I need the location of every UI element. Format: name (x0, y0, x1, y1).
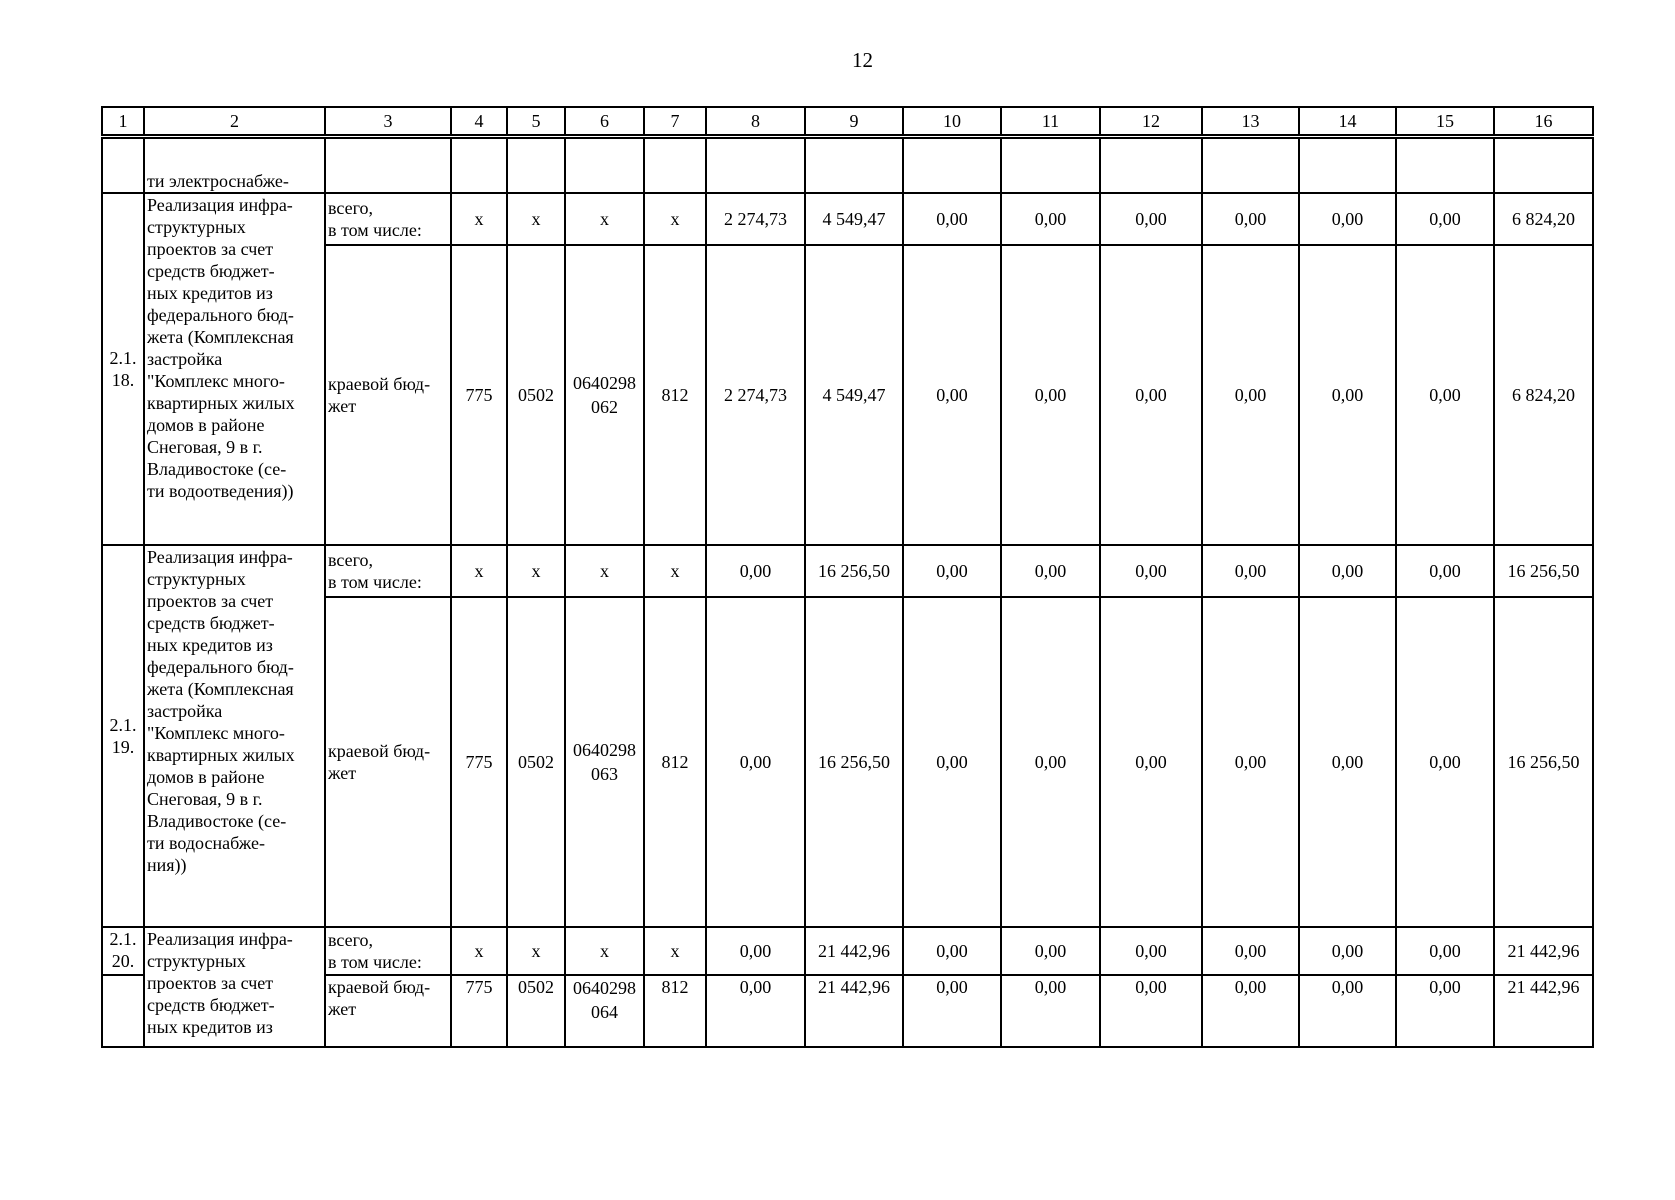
value-cell: 0,00 (1396, 975, 1494, 1047)
page-number: 12 (852, 48, 873, 72)
row-number-cell: 2.1. 20. (102, 927, 144, 975)
value-cell: 0,00 (1202, 975, 1299, 1047)
column-header: 15 (1396, 107, 1494, 135)
value-cell: 0640298 063 (565, 597, 644, 927)
column-header: 14 (1299, 107, 1396, 135)
value-cell: x (644, 927, 706, 975)
value-cell: 0,00 (1396, 597, 1494, 927)
value-cell: 21 442,96 (805, 927, 903, 975)
table-row-total (102, 193, 1593, 245)
row-number-cell (102, 975, 144, 1047)
table-row-regional (102, 975, 1593, 1047)
value-cell: 6 824,20 (1494, 245, 1593, 545)
value-cell: 0,00 (1396, 545, 1494, 597)
activity-name-cell: Реализация инфра- структурных проектов за счет средств бюджет- ных кредитов из федерального бюд- жета (Комплексная застройка "Комплекс много- квартирных жилых домов в районе Снеговая, 9 в г. Владивостоке (се- ти водоснабже- ния)) (144, 545, 325, 927)
value-cell: 0,00 (1001, 193, 1100, 245)
value-cell: 0,00 (1100, 975, 1202, 1047)
value-cell: 0,00 (1299, 245, 1396, 545)
value-cell: 16 256,50 (805, 597, 903, 927)
value-cell: 4 549,47 (805, 193, 903, 245)
value-cell: 775 (451, 597, 507, 927)
value-cell: 0,00 (1202, 193, 1299, 245)
value-cell: 0,00 (1202, 927, 1299, 975)
value-cell: 0,00 (706, 975, 805, 1047)
value-cell: 2 274,73 (706, 245, 805, 545)
value-cell: x (565, 927, 644, 975)
empty-cell (1202, 138, 1299, 193)
value-cell: 775 (451, 975, 507, 1047)
value-cell: 21 442,96 (1494, 927, 1593, 975)
value-cell: 0502 (507, 245, 565, 545)
value-cell: 0,00 (1100, 545, 1202, 597)
funding-source-cell: краевой бюд- жет (325, 245, 451, 545)
value-cell: 16 256,50 (805, 545, 903, 597)
column-header: 1 (102, 107, 144, 135)
column-header: 2 (144, 107, 325, 135)
funding-source-cell: краевой бюд- жет (325, 975, 451, 1047)
column-header-row (102, 107, 1593, 135)
funding-source-cell: всего, в том числе: (325, 545, 451, 597)
value-cell: 0,00 (903, 975, 1001, 1047)
value-cell: 775 (451, 245, 507, 545)
continuation-row (102, 138, 1593, 193)
value-cell: x (565, 545, 644, 597)
value-cell: 0,00 (1001, 975, 1100, 1047)
value-cell: x (451, 545, 507, 597)
value-cell: 16 256,50 (1494, 545, 1593, 597)
table-row-regional (102, 245, 1593, 545)
value-cell: x (507, 927, 565, 975)
value-cell: x (451, 927, 507, 975)
table-row-total (102, 927, 1593, 975)
value-cell: 0,00 (706, 927, 805, 975)
column-header: 13 (1202, 107, 1299, 135)
empty-cell (1299, 138, 1396, 193)
value-cell: 0,00 (1202, 545, 1299, 597)
column-header: 7 (644, 107, 706, 135)
empty-cell (565, 138, 644, 193)
value-cell: x (644, 193, 706, 245)
value-cell: x (644, 545, 706, 597)
value-cell: 21 442,96 (805, 975, 903, 1047)
empty-cell (1396, 138, 1494, 193)
column-header: 11 (1001, 107, 1100, 135)
empty-cell (1100, 138, 1202, 193)
value-cell: 0,00 (1100, 927, 1202, 975)
value-cell: 0,00 (1299, 545, 1396, 597)
activity-name-cell: Реализация инфра- структурных проектов за счет средств бюджет- ных кредитов из федерального бюд- жета (Комплексная застройка "Комплекс много- квартирных жилых домов в районе Снеговая, 9 в г. Владивостоке (се- ти водоотведения)) (144, 193, 325, 545)
value-cell: 0,00 (903, 193, 1001, 245)
value-cell: 0,00 (1299, 975, 1396, 1047)
empty-cell (1494, 138, 1593, 193)
activity-name-cell: ти электроснабже- (144, 138, 325, 193)
value-cell: 0,00 (903, 245, 1001, 545)
source-cell (325, 138, 451, 193)
column-header: 12 (1100, 107, 1202, 135)
empty-cell (903, 138, 1001, 193)
value-cell: 0,00 (1001, 597, 1100, 927)
value-cell: 0502 (507, 975, 565, 1047)
funding-source-cell: краевой бюд- жет (325, 597, 451, 927)
column-header: 4 (451, 107, 507, 135)
value-cell: 0,00 (1299, 193, 1396, 245)
value-cell: 0502 (507, 597, 565, 927)
empty-cell (451, 138, 507, 193)
value-cell: 812 (644, 245, 706, 545)
table-row-regional (102, 597, 1593, 927)
activity-name-cell: Реализация инфра- структурных проектов за счет средств бюджет- ных кредитов из (144, 927, 325, 1047)
value-cell: 0640298 064 (565, 975, 644, 1047)
row-number-cell: 2.1. 19. (102, 545, 144, 927)
value-cell: 0,00 (1001, 545, 1100, 597)
value-cell: 0,00 (903, 545, 1001, 597)
table-row-total (102, 545, 1593, 597)
empty-cell (644, 138, 706, 193)
column-header: 3 (325, 107, 451, 135)
value-cell: 0640298 062 (565, 245, 644, 545)
funding-source-cell: всего, в том числе: (325, 193, 451, 245)
value-cell: 0,00 (706, 545, 805, 597)
value-cell: x (507, 193, 565, 245)
column-header: 6 (565, 107, 644, 135)
empty-cell (1001, 138, 1100, 193)
funding-source-cell: всего, в том числе: (325, 927, 451, 975)
column-header: 16 (1494, 107, 1593, 135)
value-cell: 0,00 (1001, 245, 1100, 545)
value-cell: 0,00 (1396, 245, 1494, 545)
column-header: 10 (903, 107, 1001, 135)
value-cell: 0,00 (903, 927, 1001, 975)
row-number-cell (102, 138, 144, 193)
column-header: 5 (507, 107, 565, 135)
value-cell: 0,00 (1001, 927, 1100, 975)
empty-cell (507, 138, 565, 193)
value-cell: 0,00 (1396, 193, 1494, 245)
value-cell: 16 256,50 (1494, 597, 1593, 927)
column-header-table (101, 106, 1594, 136)
value-cell: 0,00 (1396, 927, 1494, 975)
value-cell: 0,00 (1299, 597, 1396, 927)
value-cell: 0,00 (1202, 245, 1299, 545)
value-cell: 812 (644, 597, 706, 927)
value-cell: x (565, 193, 644, 245)
column-header: 9 (805, 107, 903, 135)
value-cell: 0,00 (1100, 597, 1202, 927)
value-cell: 2 274,73 (706, 193, 805, 245)
budget-table (101, 137, 1594, 1048)
value-cell: 21 442,96 (1494, 975, 1593, 1047)
value-cell: 812 (644, 975, 706, 1047)
value-cell: 6 824,20 (1494, 193, 1593, 245)
empty-cell (706, 138, 805, 193)
value-cell: 0,00 (706, 597, 805, 927)
value-cell: 4 549,47 (805, 245, 903, 545)
value-cell: 0,00 (1100, 193, 1202, 245)
value-cell: 0,00 (1202, 597, 1299, 927)
value-cell: 0,00 (1299, 927, 1396, 975)
row-number-cell: 2.1. 18. (102, 193, 144, 545)
empty-cell (805, 138, 903, 193)
value-cell: x (451, 193, 507, 245)
column-header: 8 (706, 107, 805, 135)
value-cell: 0,00 (1100, 245, 1202, 545)
value-cell: 0,00 (903, 597, 1001, 927)
value-cell: x (507, 545, 565, 597)
